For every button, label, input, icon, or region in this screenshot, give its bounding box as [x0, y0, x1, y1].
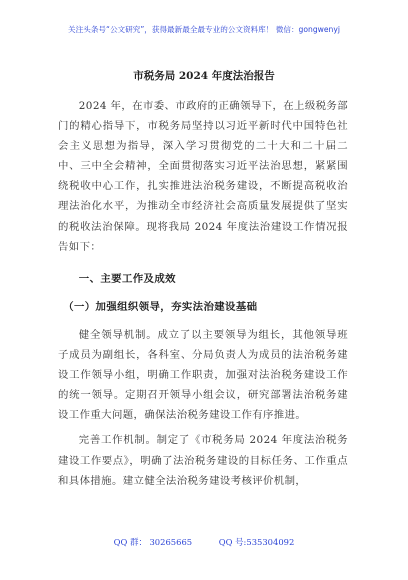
body-paragraph: 完善工作机制。制定了《市税务局 2024 年度法治税务建设工作要点》，明确了法治税务建设的目标任务、工作重点和具体措施。建立健全法治税务建设考核评价机制， [58, 434, 348, 487]
qq-group-label: QQ 群： 30265665 [113, 537, 193, 547]
document-title: 市税务局 2024 年度法治报告 [133, 70, 275, 82]
footer-contact [0, 536, 408, 548]
subsection-heading: （一）加强组织领导，夯实法治建设基础 [63, 300, 258, 313]
section-heading: 一、主要工作及成效 [78, 272, 176, 285]
header-banner: 关注头条号“公文研究”，获得最新最全最专业的公文资料库！ 微信：gongwenyj [68, 25, 340, 34]
body-paragraph: 健全领导机制。成立了以主要领导为组长，其他领导班子成员为副组长，各科室、分局负责人为成员的法治税务建设工作领导小组，明确工作职责，加强对法治税务建设工作的统一领导。定期召开领导小组会议，研究部署法治税务建设工作重大问题，确保法治税务建设工作有序推进。 [58, 328, 348, 422]
intro-paragraph: 2024 年，在市委、市政府的正确领导下，在上级税务部门的精心指导下，市税务局坚持以习近平新时代中国特色社会主义思想为指导，深入学习贯彻党的二十大和二十届二中、三中全会精神，全面贯彻落实习近平法治思想，紧紧围绕税收中心工作，扎实推进法治税务建设，不断提高税收治理法治化水平，为推动全市经济社会高质量发展提供了坚实的税收法治保障。现将我局 2024 年度法治建设工作情况报告如下： [58, 100, 348, 253]
document-body [58, 96, 348, 496]
qq-number-label: QQ 号:535304092 [218, 537, 295, 547]
